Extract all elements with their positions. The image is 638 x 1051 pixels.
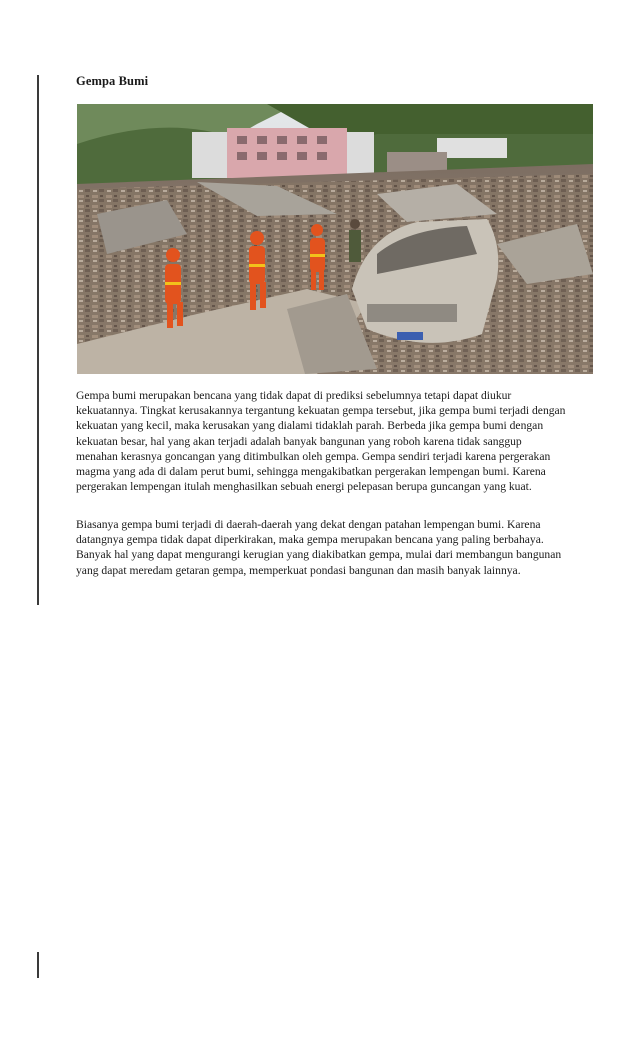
earthquake-rubble-photo	[77, 104, 593, 374]
left-margin-rule	[37, 75, 39, 605]
paragraph-2: Biasanya gempa bumi terjadi di daerah-daerah yang dekat dengan patahan lempengan bumi. Karena datangnya gempa tidak dapat diperkirakan, maka gempa merupakan bencana yang paling berbahaya. Banyak hal yang dapat mengurangi kerugian yang diakibatkan gempa, mulai dari membangun bangunan yang dapat meredam getaran gempa, memperkuat pondasi bangunan dan masih banyak lainnya.	[76, 518, 562, 577]
page-title: Gempa Bumi	[76, 74, 149, 88]
left-margin-rule-bottom	[37, 952, 39, 978]
paragraph-1: Gempa bumi merupakan bencana yang tidak dapat di prediksi sebelumnya tetapi dapat diukur kekuatannya. Tingkat kerusakannya tergantung kekuatan gempa tersebut, jika gempa bumi terjadi dengan kekuatan yang kecil, maka kerusakan yang dialami tidaklah parah. Berbeda jika gempa bumi dengan kekuatan besar, hal yang akan terjadi adalah banyak bangunan yang roboh karena tidak sanggup menahan kerasnya goncangan yang ditimbulkan oleh gempa. Gempa sendiri terjadi karena pergerakan magma yang ada di dalam perut bumi, sehingga mengakibatkan pergerakan lempengan bumi. Karena pergerakan lempengan itulah menghasilkan sebuah energi pelepasan berupa guncangan yang kuat.	[76, 389, 566, 494]
